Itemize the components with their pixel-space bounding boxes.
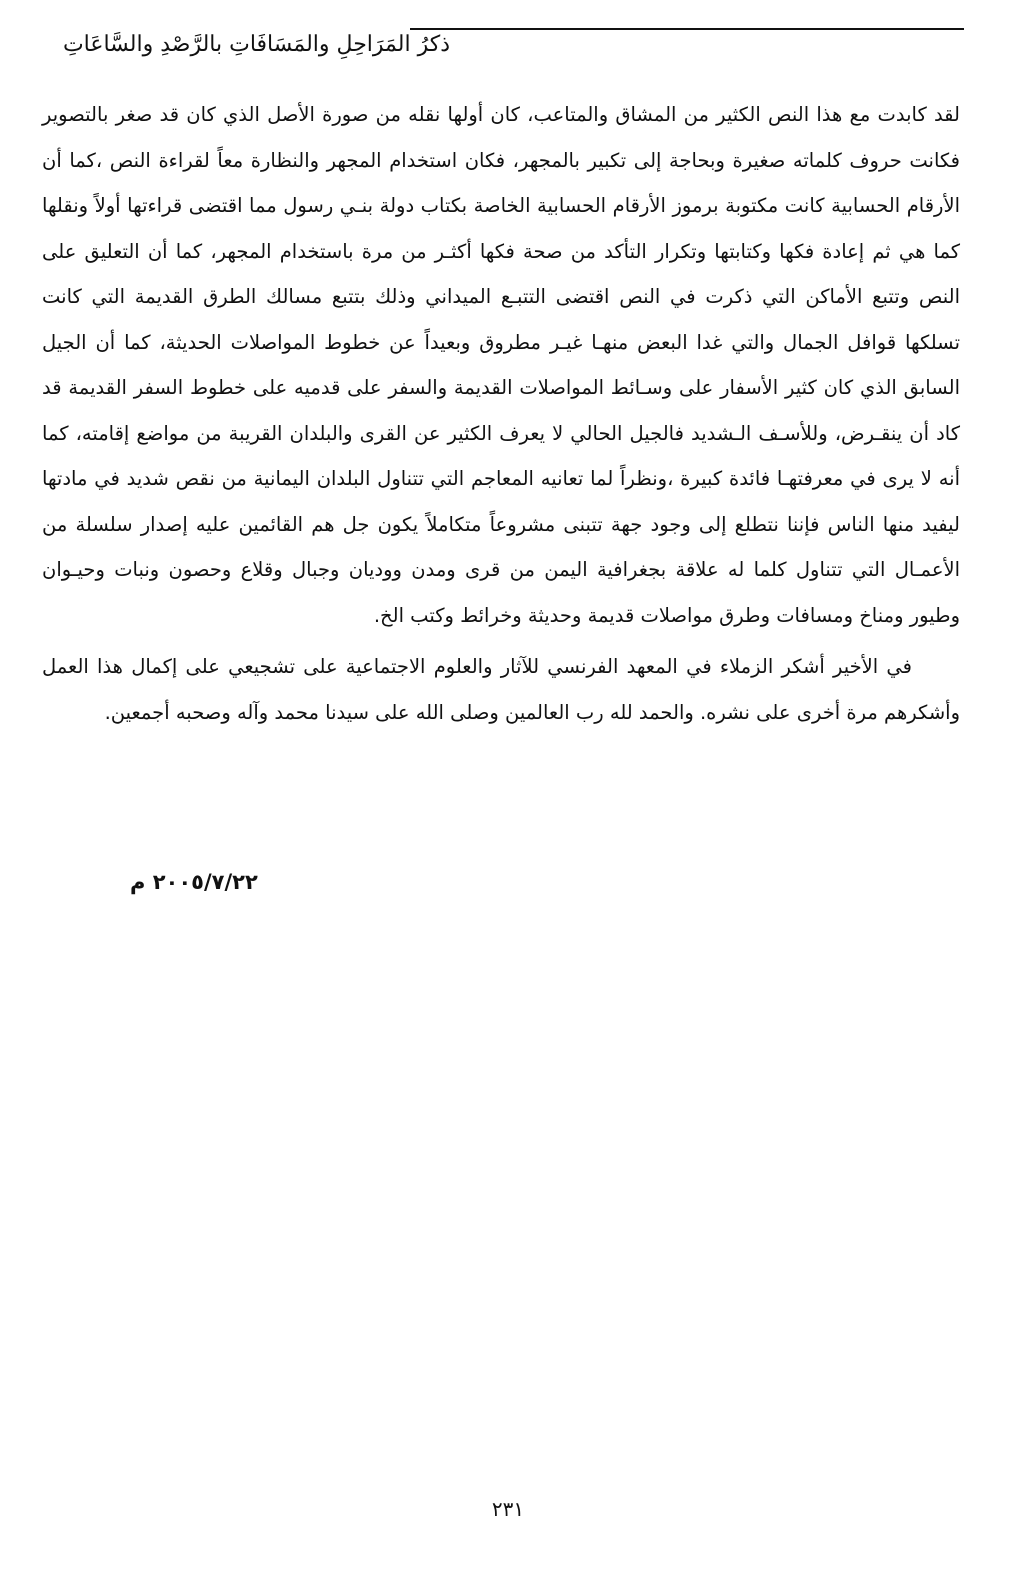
header-rule <box>410 28 964 30</box>
header-title: ذكرُ المَرَاحِلِ والمَسَافَاتِ بالرَّصْدِ والسَّاعَاتِ <box>62 32 450 57</box>
date-line: ٢٠٠٥/٧/٢٢ م <box>130 870 258 894</box>
page-number: ٢٣١ <box>491 1497 525 1521</box>
paragraph-1: لقد كابدت مع هذا النص الكثير من المشاق والمتاعب، كان أولها نقله من صورة الأصل الذي كان قد صغر بالتصوير فكانت حروف كلماته صغيرة وبحاجة إلى تكبير بالمجهر، فكان استخدام المجهر والنظارة معاً لقراءة النص ،كما أن الأرقام الحسابية كانت مكتوبة برموز الأرقام الحسابية الخاصة بكتاب دولة بنـي رسول مما اقتضى قراءتها أولاً ونقلها كما هي ثم إعادة فكها وكتابتها وتكرار التأكد من صحة فكها أكثـر من مرة باستخدام المجهر، كما أن التعليق على النص وتتبع الأماكن التي ذكرت في النص اقتضى التتبـع الميداني وذلك بتتبع مسالك الطرق القديمة التي كانت تسلكها قوافل الجمال والتي غدا البعض منهـا غيـر مطروق وبعيداً عن خطوط المواصلات الحديثة، كما أن الجيل السابق الذي كان كثير الأسفار على وسـائط المواصلات القديمة والسفر على قدميه على خطوط السفر القديمة قد كاد أن ينقـرض، وللأسـف الـشديد فالجيل الحالي لا يعرف الكثير عن القرى والبلدان القريبة من مواضع إقامته، كما أنه لا يرى في معرفتهـا فائدة كبيرة ،ونظراً لما تعانيه المعاجم التي تتناول البلدان اليمانية من نقص شديد في مادتها ليفيد منها الناس فإننا نتطلع إلى وجود جهة تتبنى مشروعاً متكاملاً يكون جل هم القائمين عليه إصدار سلسلة من الأعمـال التي تتناول كلما له علاقة بجغرافية اليمن من قرى ومدن ووديان وجبال وقلاع وحصون ونبات وحيـوان وطيور ومناخ ومسافات وطرق مواصلات قديمة وحديثة وخرائط وكتب الخ. <box>42 103 960 627</box>
paragraph-2: في الأخير أشكر الزملاء في المعهد الفرنسي للآثار والعلوم الاجتماعية على تشجيعي على إكمال هذا العمل وأشكرهم مرة أخرى على نشره. والحمد لله رب العالمين وصلى الله على سيدنا محمد وآله وصحبه أجمعين. <box>42 655 960 724</box>
body-text <box>42 92 960 735</box>
